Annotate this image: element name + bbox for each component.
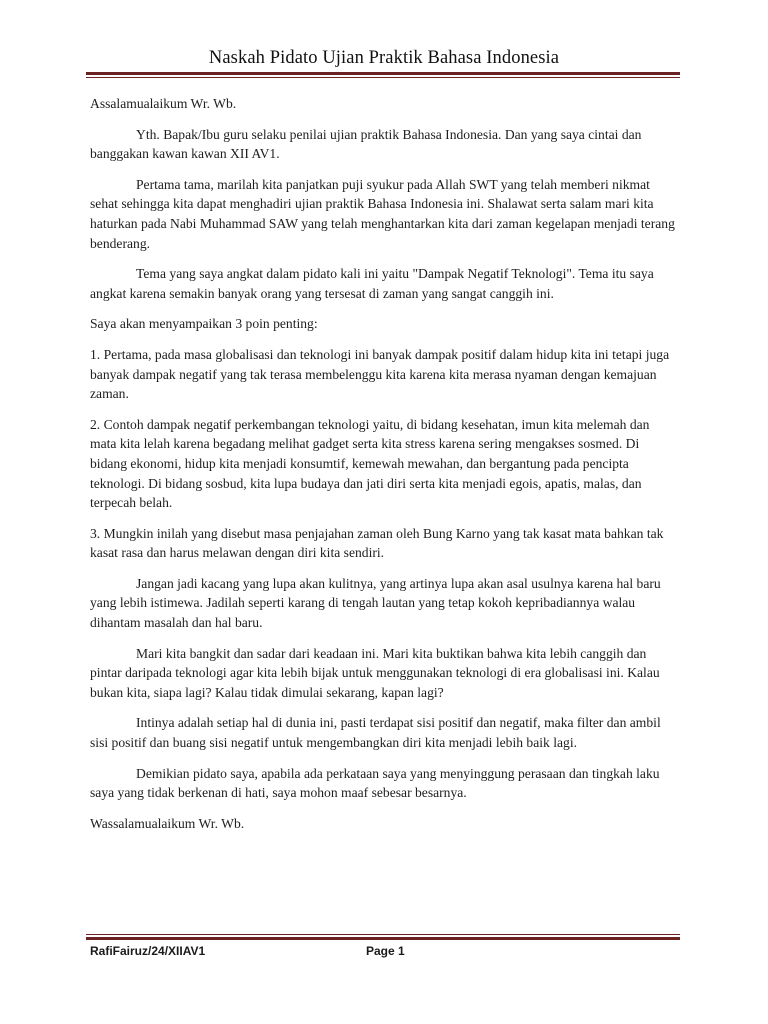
paragraph-conclusion: Intinya adalah setiap hal di dunia ini, pasti terdapat sisi positif dan negatif, maka filter dan ambil sisi positif dan buang sisi negatif untuk mengembangkan diri kita menjadi lebih baik lagi. [90,715,661,751]
paragraph-closing: Demikian pidato saya, apabila ada perkataan saya yang menyinggung perasaan dan tingkah laku saya yang tidak berkenan di hati, saya mohon maaf sebesar besarnya. [90,765,660,801]
footer-author: RafiFairuz/24/XIIAV1 [90,944,206,958]
page-number: Page 1 [366,944,405,958]
point-1: 1. Pertama, pada masa globalisasi dan teknologi ini banyak dampak positif dalam hidup kita ini tetapi juga banyak dampak negatif yang tak terasa membelenggu kita karena kita merasa nyaman dengan kemajuan zaman. [90,346,670,402]
paragraph-proverb: Jangan jadi kacang yang lupa akan kulitnya, yang artinya lupa akan asal usulnya karena hal baru yang lebih istimewa. Jadilah seperti karang di tengah lautan yang tetap kokoh kepribadiannya walau dihantam masalah dan hal baru. [90,575,661,631]
paragraph-theme: Tema yang saya angkat dalam pidato kali ini yaitu "Dampak Negatif Teknologi". Tema itu saya angkat karena semakin banyak orang yang tersesat di zaman yang sangat canggih ini. [90,266,654,301]
point-2: 2. Contoh dampak negatif perkembangan teknologi yaitu, di bidang kesehatan, imun kita melemah dan mata kita lelah karena begadang melihat gadget serta kita stress karena sering mengakses sosmed. Di bidang ekonomi, hidup kita menjadi konsumtif, kemewah mewahan, dan bergantung pada pencipta teknologi. Di bidang sosbud, kita lupa budaya dan jati diri serta kita menjadi egois, apatis, malas, dan terpecah belah. [90,416,650,511]
footer-rule-thin [86,934,680,935]
opening-greeting: Assalamualaikum Wr. Wb. [90,96,237,111]
header-rule-thick [86,72,680,75]
point-3: 3. Mungkin inilah yang disebut masa penjajahan zaman oleh Bung Karno yang tak kasat mata bahkan tak kasat rasa dan harus melawan dengan diri kita sendiri. [90,525,664,561]
footer-rule-thick [86,937,680,940]
paragraph-salutation: Yth. Bapak/Ibu guru selaku penilai ujian praktik Bahasa Indonesia. Dan yang saya cintai dan banggakan kawan kawan XII AV1. [90,126,642,162]
header-rule-thin [86,77,680,78]
closing-greeting: Wassalamualaikum Wr. Wb. [90,815,245,831]
paragraph-gratitude: Pertama tama, marilah kita panjatkan puji syukur pada Allah SWT yang telah memberi nikmat sehat sehingga kita dapat menghadiri ujian praktik Bahasa Indonesia ini. Shalawat serta salam mari kita haturkan pada Nabi Muhammad SAW yang telah menghantarkan kita dari zaman kegelapan menjadi terang benderang. [90,176,675,251]
document-title: Naskah Pidato Ujian Praktik Bahasa Indonesia [208,48,560,68]
speech-body [90,94,678,844]
paragraph-call-to-action: Mari kita bangkit dan sadar dari keadaan ini. Mari kita buktikan bahwa kita lebih canggih dan pintar daripada teknologi agar kita lebih bijak untuk menggunakan teknologi di era globalisasi ini. Kalau bukan kita, siapa lagi? Kalau tidak dimulai sekarang, kapan lagi? [90,645,660,700]
paragraph-points-intro: Saya akan menyampaikan 3 poin penting: [90,316,318,332]
